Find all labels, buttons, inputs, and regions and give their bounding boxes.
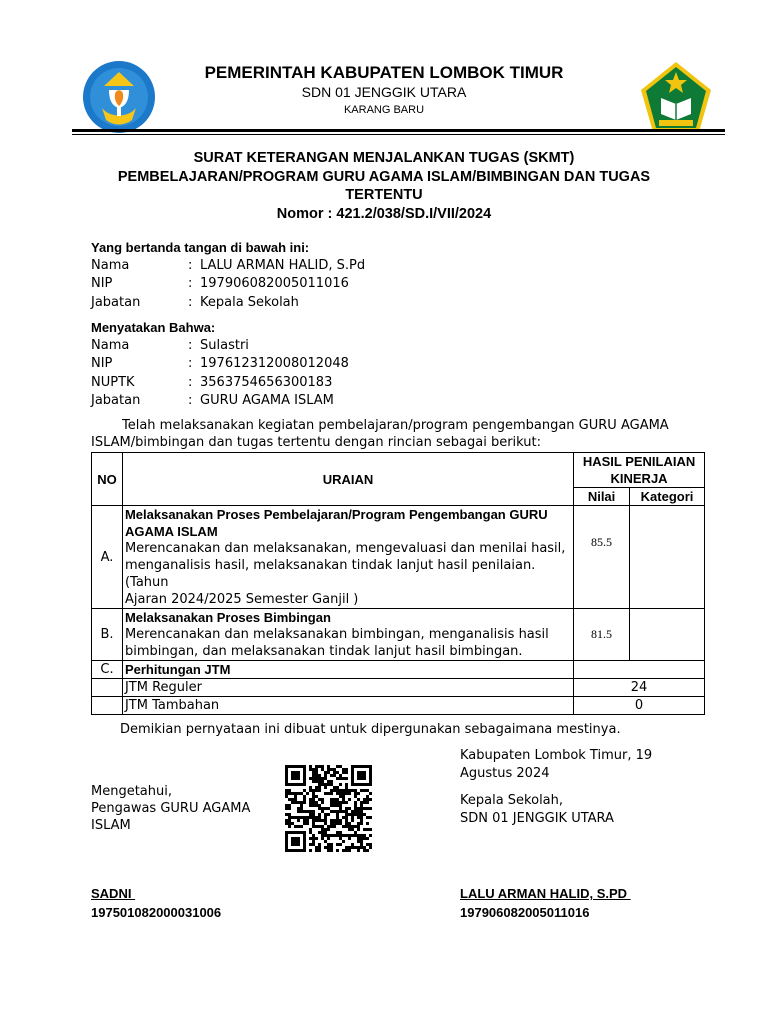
field-colon: : bbox=[188, 258, 193, 273]
title-line-1: SURAT KETERANGAN MENJALANKAN TUGAS (SKMT) bbox=[193, 150, 575, 166]
table-row-jtm-tambahan bbox=[92, 697, 705, 715]
row-empty bbox=[574, 661, 705, 679]
row-number: B. bbox=[92, 609, 123, 661]
row-title-line: Melaksanakan Proses Pembelajaran/Program Pengembangan GURU bbox=[124, 507, 548, 522]
row-nilai: 81.5 bbox=[574, 609, 630, 661]
table-row-c bbox=[92, 661, 705, 679]
field-label: Nama bbox=[91, 258, 130, 273]
row-nilai: 85.5 bbox=[574, 506, 630, 609]
header-rule-thin bbox=[72, 134, 725, 135]
header-hasil: HASIL PENILAIAN KINERJA bbox=[574, 453, 705, 488]
row-number bbox=[92, 697, 123, 715]
field-value: GURU AGAMA ISLAM bbox=[200, 393, 334, 408]
field-value: 197906082005011016 bbox=[200, 276, 349, 291]
row-value: 0 bbox=[574, 697, 705, 715]
field-colon: : bbox=[188, 356, 193, 371]
row-title: Perhitungan JTM bbox=[122, 661, 573, 679]
row-desc-line: Merencanakan dan melaksanakan, mengevaluasi dan menilai hasil, bbox=[124, 541, 566, 556]
principal-role-block bbox=[460, 792, 614, 828]
row-number: C. bbox=[92, 661, 123, 679]
row-title-line: AGAMA ISLAM bbox=[124, 524, 218, 539]
signatory-nip-row bbox=[91, 276, 491, 294]
field-value: Sulastri bbox=[200, 338, 249, 353]
supervisor-line: Mengetahui, bbox=[91, 784, 172, 799]
field-label: NUPTK bbox=[91, 375, 135, 390]
field-colon: : bbox=[188, 338, 193, 353]
title-line-2: PEMBELAJARAN/PROGRAM GURU AGAMA ISLAM/BIMBINGAN DAN TUGAS bbox=[117, 169, 651, 185]
header-kategori: Kategori bbox=[630, 488, 705, 506]
table-row-b bbox=[92, 609, 705, 661]
field-label: Nama bbox=[91, 338, 130, 353]
supervisor-line: ISLAM bbox=[91, 818, 131, 833]
row-description bbox=[122, 506, 573, 609]
row-desc-line: (Tahun bbox=[124, 575, 169, 590]
declares-nip-row bbox=[91, 356, 491, 374]
field-value: Kepala Sekolah bbox=[200, 295, 299, 310]
supervisor-block bbox=[91, 783, 250, 834]
field-colon: : bbox=[188, 295, 193, 310]
village-name: KARANG BARU bbox=[343, 104, 425, 116]
header-rule-thick bbox=[72, 129, 725, 132]
field-value: 3563754656300183 bbox=[200, 375, 333, 390]
row-desc-line: menganalisis hasil, melaksanakan tindak lanjut hasil penilaian. bbox=[124, 558, 536, 573]
supervisor-name: SADNI bbox=[91, 886, 136, 901]
field-label: NIP bbox=[91, 356, 113, 371]
field-value: 197612312008012048 bbox=[200, 356, 349, 371]
school-name: SDN 01 JENGGIK UTARA bbox=[301, 84, 467, 100]
declares-heading: Menyatakan Bahwa: bbox=[91, 320, 216, 335]
declares-position-row bbox=[91, 393, 491, 411]
performance-table bbox=[91, 452, 705, 715]
row-description bbox=[122, 609, 573, 661]
table-row-a bbox=[92, 506, 705, 609]
row-kategori bbox=[630, 609, 705, 661]
header-uraian: URAIAN bbox=[122, 453, 573, 506]
principal-role-line: Kepala Sekolah, bbox=[460, 793, 564, 808]
row-desc-line: bimbingan, dan melaksanakan tindak lanjut hasil bimbingan. bbox=[124, 644, 523, 659]
field-colon: : bbox=[188, 276, 193, 291]
signatory-heading: Yang bertanda tangan di bawah ini: bbox=[91, 240, 310, 255]
field-label: Jabatan bbox=[91, 295, 141, 310]
principal-role-line: SDN 01 JENGGIK UTARA bbox=[460, 811, 614, 826]
row-desc-line: Ajaran 2024/2025 Semester Ganjil ) bbox=[124, 592, 359, 607]
header-no: NO bbox=[92, 453, 123, 506]
row-value: 24 bbox=[574, 679, 705, 697]
field-label: Jabatan bbox=[91, 393, 141, 408]
title-line-3: TERTENTU bbox=[345, 187, 423, 203]
row-label: JTM Tambahan bbox=[122, 697, 573, 715]
field-value: LALU ARMAN HALID, S.Pd bbox=[200, 258, 366, 273]
row-label: JTM Reguler bbox=[122, 679, 573, 697]
signatory-position-row bbox=[91, 295, 491, 313]
signatory-name-row bbox=[91, 258, 491, 276]
place-date-line: Kabupaten Lombok Timur, 19 bbox=[460, 748, 653, 763]
intro-line-2: ISLAM/bimbingan dan tugas tertentu dengan rincian sebagai berikut: bbox=[91, 435, 542, 450]
row-desc-line: Merencanakan dan melaksanakan bimbingan, menganalisis hasil bbox=[124, 627, 549, 642]
principal-name: LALU ARMAN HALID, S.PD bbox=[460, 886, 631, 901]
row-title-line: Melaksanakan Proses Bimbingan bbox=[124, 610, 331, 625]
table-row-jtm-reguler bbox=[92, 679, 705, 697]
field-label: NIP bbox=[91, 276, 113, 291]
row-number: A. bbox=[92, 506, 123, 609]
government-name: PEMERINTAH KABUPATEN LOMBOK TIMUR bbox=[204, 63, 564, 82]
intro-line-1: Telah melaksanakan kegiatan pembelajaran/program pengembangan GURU AGAMA bbox=[122, 418, 669, 433]
document-number: Nomor : 421.2/038/SD.I/VII/2024 bbox=[276, 206, 492, 222]
declares-nuptk-row bbox=[91, 375, 491, 393]
row-kategori bbox=[630, 506, 705, 609]
field-colon: : bbox=[188, 393, 193, 408]
right-logo-icon bbox=[639, 60, 713, 136]
qr-code-icon bbox=[285, 765, 372, 855]
supervisor-line: Pengawas GURU AGAMA bbox=[91, 801, 251, 816]
place-date-line: Agustus 2024 bbox=[460, 766, 550, 781]
header-nilai: Nilai bbox=[574, 488, 630, 506]
principal-nip: 197906082005011016 bbox=[460, 905, 590, 920]
field-colon: : bbox=[188, 375, 193, 390]
declares-name-row bbox=[91, 338, 491, 356]
supervisor-nip: 197501082000031006 bbox=[91, 905, 222, 920]
place-date-block bbox=[460, 747, 652, 783]
closing-statement: Demikian pernyataan ini dibuat untuk dipergunakan sebagaimana mestinya. bbox=[120, 722, 621, 737]
row-number bbox=[92, 679, 123, 697]
